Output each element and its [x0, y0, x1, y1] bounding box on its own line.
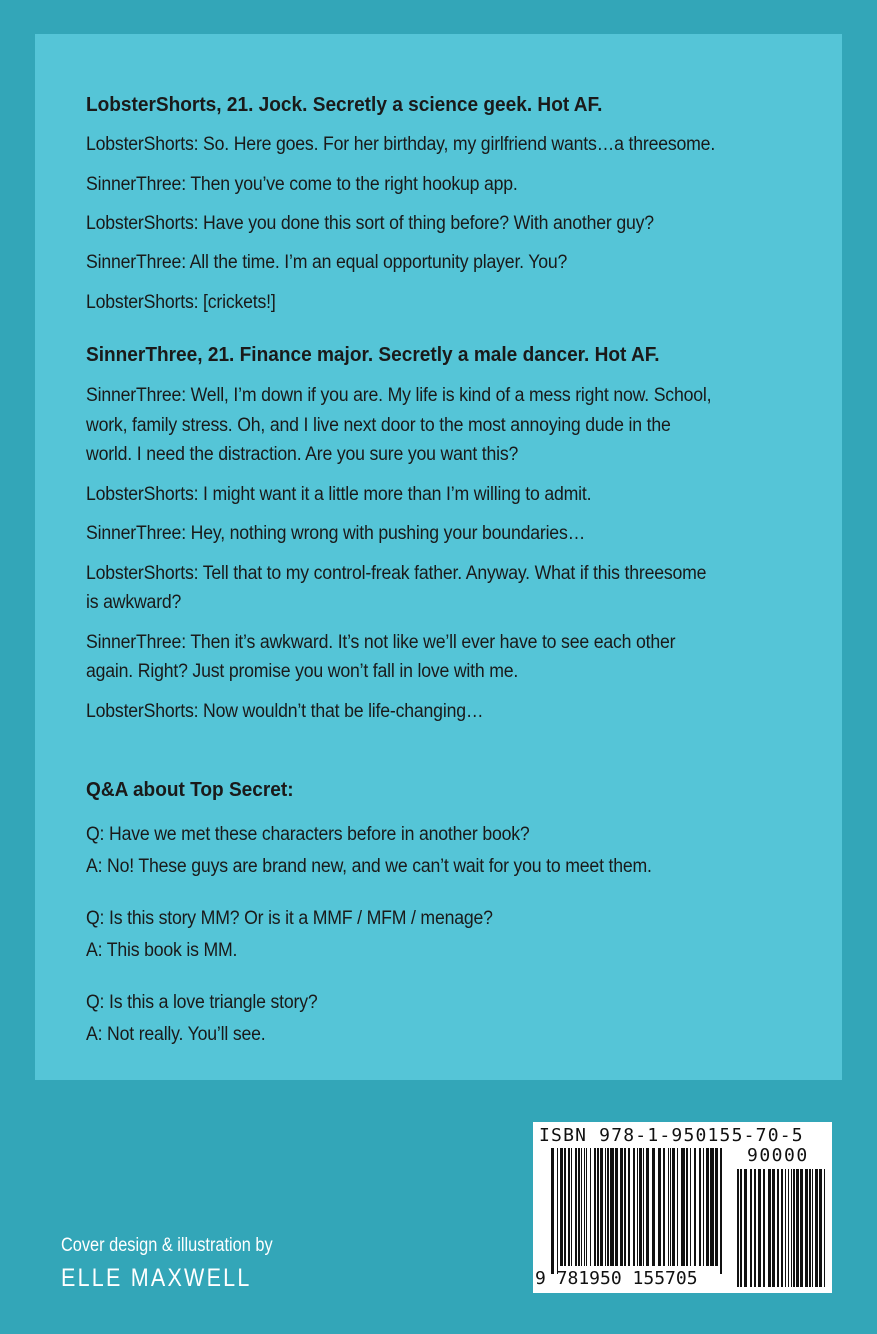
isbn-barcode [533, 1122, 832, 1293]
chat-line: LobsterShorts: Now wouldn’t that be life-changing… [86, 701, 484, 722]
profile-heading-sinnerthree: SinnerThree, 21. Finance major. Secretly a male dancer. Hot AF. [86, 343, 660, 366]
chat-line: LobsterShorts: Have you done this sort of thing before? With another guy? [86, 213, 654, 234]
qa-question: Q: Have we met these characters before in another book? [86, 824, 530, 845]
chat-line: SinnerThree: Then you’ve come to the right hookup app. [86, 174, 518, 195]
qa-answer: A: Not really. You’ll see. [86, 1024, 266, 1045]
chat-line: again. Right? Just promise you won’t fall in love with me. [86, 661, 519, 682]
chat-line: LobsterShorts: I might want it a little more than I’m willing to admit. [86, 484, 592, 505]
chat-line: LobsterShorts: Tell that to my control-freak father. Anyway. What if this threesome [86, 563, 707, 584]
chat-line: SinnerThree: Then it’s awkward. It’s not like we’ll ever have to see each other [86, 632, 676, 653]
qa-heading: Q&A about Top Secret: [86, 778, 294, 801]
chat-line: LobsterShorts: So. Here goes. For her birthday, my girlfriend wants…a threesome. [86, 134, 716, 155]
qa-question: Q: Is this story MM? Or is it a MMF / MFM / menage? [86, 908, 493, 929]
chat-line: LobsterShorts: [crickets!] [86, 292, 276, 313]
price-code: 90000 [747, 1145, 809, 1166]
chat-line: work, family stress. Oh, and I live next door to the most annoying dude in the [86, 415, 671, 436]
qa-answer: A: No! These guys are brand new, and we can’t wait for you to meet them. [86, 856, 652, 877]
blurb-panel [35, 34, 842, 1080]
chat-line: is awkward? [86, 592, 182, 613]
isbn-number: ISBN 978-1-950155-70-5 [539, 1125, 804, 1146]
ean-digits: 9 781950 155705 [535, 1268, 698, 1289]
chat-line: world. I need the distraction. Are you sure you want this? [86, 444, 519, 465]
chat-line: SinnerThree: All the time. I’m an equal opportunity player. You? [86, 252, 568, 273]
chat-line: SinnerThree: Well, I’m down if you are. My life is kind of a mess right now. School, [86, 385, 712, 406]
qa-question: Q: Is this a love triangle story? [86, 992, 318, 1013]
qa-answer: A: This book is MM. [86, 940, 238, 961]
profile-heading-lobstershorts: LobsterShorts, 21. Jock. Secretly a science geek. Hot AF. [86, 93, 603, 116]
cover-credit-name: ELLE MAXWELL [61, 1264, 252, 1292]
chat-line: SinnerThree: Hey, nothing wrong with pushing your boundaries… [86, 523, 586, 544]
cover-credit-label: Cover design & illustration by [61, 1235, 273, 1256]
